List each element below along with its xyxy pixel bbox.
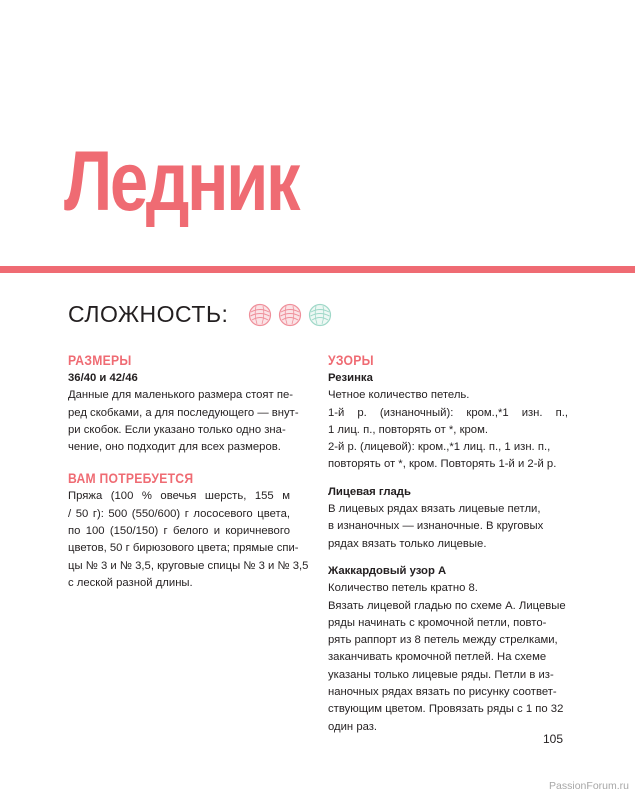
page-number: 105 [543,732,564,746]
materials-heading: ВАМ ПОТРЕБУЕТСЯ [68,471,194,487]
materials-text-line: цветов, 50 г бирюзового цвета; прямые спи- [68,542,299,555]
rib-text-line: Четное количество петель. [328,389,470,402]
sizes-heading: РАЗМЕРЫ [68,353,132,368]
jacquard-text-line: наночных рядах вязать по рисунку соответ- [328,686,557,699]
rib-text-line: 2-й р. (лицевой): кром.,*1 лиц. п., 1 изн. п., [328,441,551,454]
watermark: PassionForum.ru [549,780,629,792]
sizes-values: 36/40 и 42/46 [68,372,138,384]
jacquard-text-line: заканчивать кромочной петлей. На схеме [328,651,547,664]
yarn-ball-empty-icon [308,303,332,327]
sizes-text-line: Данные для маленького размера стоят пе- [68,389,294,402]
stockinette-pattern-name: Лицевая гладь [328,485,411,498]
materials-text-line: Пряжа (100 % овечья шерсть, 155 м [68,490,290,503]
jacquard-text-line: ствующим цветом. Провязать ряды с 1 по 32 [328,703,564,716]
yarn-ball-icon [248,303,272,327]
jacquard-text-line: ряды начинать с кромочной петли, повто- [328,616,547,629]
jacquard-text-line: Вязать лицевой гладью по схеме А. Лицевые [328,599,566,612]
jacquard-text-line: указаны только лицевые ряды. Петли в из- [328,668,554,681]
materials-text-line: с леской разной длины. [68,576,193,589]
page-title: Ледник [64,134,299,228]
yarn-ball-icon [278,303,302,327]
jacquard-text-line: Количество петель кратно 8. [328,582,478,595]
difficulty-label: СЛОЖНОСТЬ: [68,301,229,327]
rib-text-line: 1-й р. (изнаночный): кром.,*1 изн. п., [328,406,568,419]
right-column [328,352,568,736]
difficulty-rating [68,301,332,328]
rib-text-line: повторять от *, кром. Повторять 1-й и 2-й р. [328,458,557,471]
sizes-text-line: чение, оно подходит для всех размеров. [68,441,281,454]
stockinette-text-line: в изнаночных — изнаночные. В круговых [328,520,544,533]
stockinette-text-line: В лицевых рядах вязать лицевые петли, [328,503,541,516]
rib-pattern-name: Резинка [328,372,373,384]
jacquard-text-line: один раз. [328,720,378,733]
patterns-heading: УЗОРЫ [328,353,374,368]
sizes-text-line: ри скобок. Если указано только одно зна- [68,423,286,436]
rib-text-line: 1 лиц. п., повторять от *, кром. [328,423,488,436]
left-column [68,352,309,592]
materials-text-line: / 50 г): 500 (550/600) г лососевого цвета, [68,507,290,520]
title-divider [0,266,635,273]
jacquard-pattern-name: Жаккардовый узор А [328,564,447,577]
jacquard-text-line: рять раппорт из 8 петель между стрелками, [328,634,558,647]
materials-text-line: цы № 3 и № 3,5, круговые спицы № 3 и № 3,5 [68,559,309,572]
materials-text-line: по 100 (150/150) г белого и коричневого [68,525,290,538]
stockinette-text-line: рядах вязать только лицевые. [328,537,487,550]
sizes-text-line: ред скобками, а для последующего — внут- [68,406,299,419]
